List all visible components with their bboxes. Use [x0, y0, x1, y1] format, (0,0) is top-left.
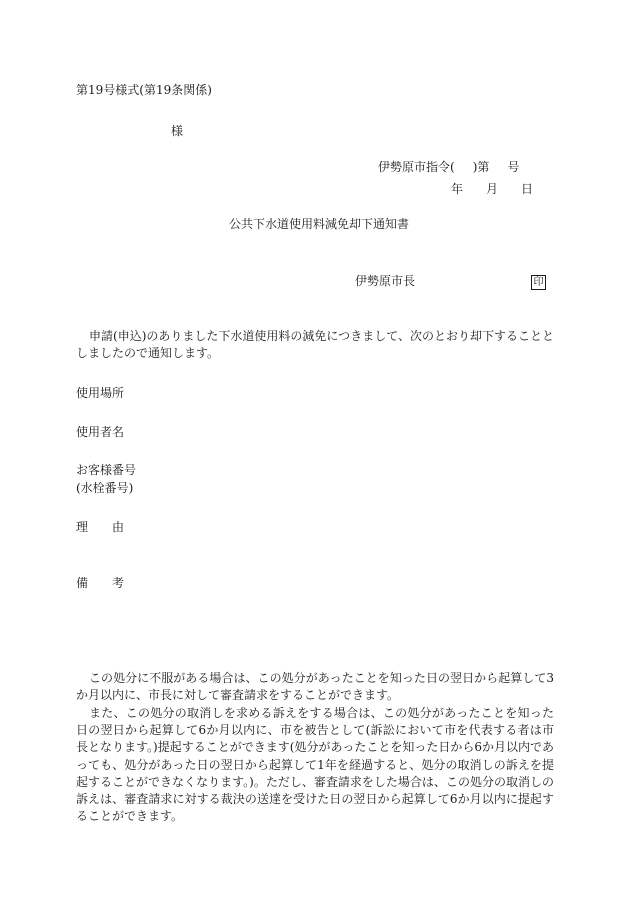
seal-mark	[531, 273, 546, 290]
form-label: 第19号様式(第19条関係)	[76, 83, 212, 97]
field-customer-number-label: お客様番号	[76, 463, 137, 477]
reference-issuer: 伊勢原市指令(	[378, 160, 455, 174]
issue-date	[451, 181, 533, 198]
field-location-label: 使用場所	[76, 386, 125, 400]
intro-text: 申請(申込)のありました下水道使用料の減免につきまして、次のとおり却下することとしましたので通知します。	[76, 329, 554, 360]
remarks-char-2: 考	[112, 576, 125, 590]
addressee-suffix: 様	[171, 124, 184, 138]
reference-number-suffix: 号	[507, 160, 520, 174]
reason-char-1: 理	[76, 520, 89, 534]
field-remarks-label	[76, 575, 124, 592]
reference-number	[378, 159, 519, 176]
field-meter-number-label: (水栓番号)	[76, 481, 134, 495]
field-reason-label	[76, 519, 124, 536]
field-user-name-label: 使用者名	[76, 425, 125, 439]
document-title: 公共下水道使用料減免却下通知書	[229, 217, 410, 231]
sender-name: 伊勢原市長	[355, 274, 416, 288]
date-day: 日	[521, 182, 534, 196]
notice-lawsuit-paragraph: また、この処分の取消しを求める訴えをする場合は、この処分があったことを知った日の翌日から起算して6か月以内に、市を被告として(訴訟において市を代表する者は市長となります。)提起することができます(処分があったことを知った日から6か月以内であっても、処分があった日の翌日から起算して1年を経過すると、処分の取消しの訴えを提起することができなくなります。)。ただし、審査請求をした場合は、この処分の取消しの訴えは、審査請求に対する裁決の送達を受けた日の翌日から起算して6か月以内に提起することができます。	[76, 706, 554, 824]
reason-char-2: 由	[112, 520, 125, 534]
date-year: 年	[451, 182, 464, 196]
notice-appeal-paragraph: この処分に不服がある場合は、この処分があったことを知った日の翌日から起算して3か月以内に、市長に対して審査請求をすることができます。	[76, 671, 554, 703]
reference-mid: )第	[472, 160, 490, 174]
remarks-char-1: 備	[76, 576, 89, 590]
date-month: 月	[486, 182, 499, 196]
seal-label: 印	[531, 275, 546, 290]
